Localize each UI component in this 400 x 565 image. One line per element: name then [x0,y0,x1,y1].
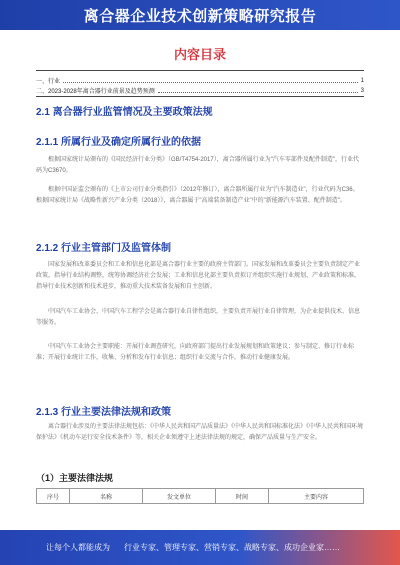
toc-row[interactable] [36,86,364,95]
paragraph: 国家发展和改革委员会和工业和信息化部是离合器行业主要的政府主管部门。国家发展和改革委员会主要负责制定产业政策，指导行业结构调整，统筹协调经济社会发展；工业和信息化部主要负责拟订并组织实施行业规划、产业政策和标准，指导行业技术创新和技术进步，推动重大技术装备发展和自主创新。 [36,262,361,290]
footer-lead: 让每个人都能成为 [46,543,110,552]
report-title: 离合器企业技术创新策略研究报告 [83,7,317,25]
toc-bottom-rule [36,96,364,97]
toc-title: 内容目录 [173,47,226,62]
section-heading-2-1-2: 2.1.2 行业主管部门及监管体制 [36,243,172,254]
paragraph: 中国汽车工业协会、中国汽车工程学会是离合器行业自律性组织，主要负责开展行业自律管理，为企业提供技术、信息等服务。 [36,309,361,326]
paragraph: 离合器行业涉及的主要法律法规包括：《中华人民共和国产品质量法》《中华人民共和国标准化法》《中华人民共和国环境保护法》《机动车运行安全技术条件》等，相关企业须遵守上述法律法规的规定，确保产品质量与生产安全。 [36,424,364,441]
footer-banner [0,530,400,565]
section-heading-2-1-1: 2.1.1 所属行业及确定所属行业的依据 [36,137,202,148]
paragraph: 中国汽车工业协会主要职能：开展行业调查研究，向政府部门提出行业发展规划和政策建议；参与制定、修订行业标准；开展行业统计工作，收集、分析和发布行业信息；组织行业交流与合作，推动行业健康发展。 [36,344,355,361]
toc-row-page: 3 [360,87,364,94]
toc-top-rule [36,70,364,71]
section-heading-2-1-3: 2.1.3 行业主要法律法规和政策 [36,407,172,418]
subheading-main-laws: （1）主要法律法规 [36,473,114,483]
section-heading-2-1: 2.1 离合器行业监管情况及主要政策法规 [36,107,213,118]
toc-leader-dots [63,78,358,83]
report-title-banner [0,0,400,30]
toc-leader-dots [158,88,358,93]
footer-roles: 行业专家、管理专家、营销专家、战略专家、成功企业家…… [124,543,340,552]
toc-row-page: 1 [360,77,364,84]
column-header-issuer: 发文单位 [143,489,216,504]
laws-table [36,488,364,504]
paragraph: 根据中国证监会颁布的《上市公司行业分类指引》（2012年修订），离合器所属行业为"汽车制造业"，行业代码为C36。根据国家统计局《战略性新兴产业分类（2018）》，离合器属于"高端装备制造产业"中的"新能源汽车装置、配件制造"。 [36,187,359,204]
column-header-date: 时间 [216,489,269,504]
laws-table-header-row [37,489,364,504]
toc-row[interactable] [36,76,364,85]
toc-row-label: 二、2023-2028年离合器行业前景及趋势预测 [36,89,155,95]
paragraph: 根据国家统计局颁布的《国民经济行业分类》（GB/T4754-2017），离合器所属行业为"汽车零部件及配件制造"，行业代码为C3670。 [36,157,359,174]
column-header-content: 主要内容 [269,489,364,504]
column-header-index: 序号 [37,489,70,504]
column-header-name: 名称 [70,489,143,504]
toc-row-label: 一、行业 [36,79,61,85]
